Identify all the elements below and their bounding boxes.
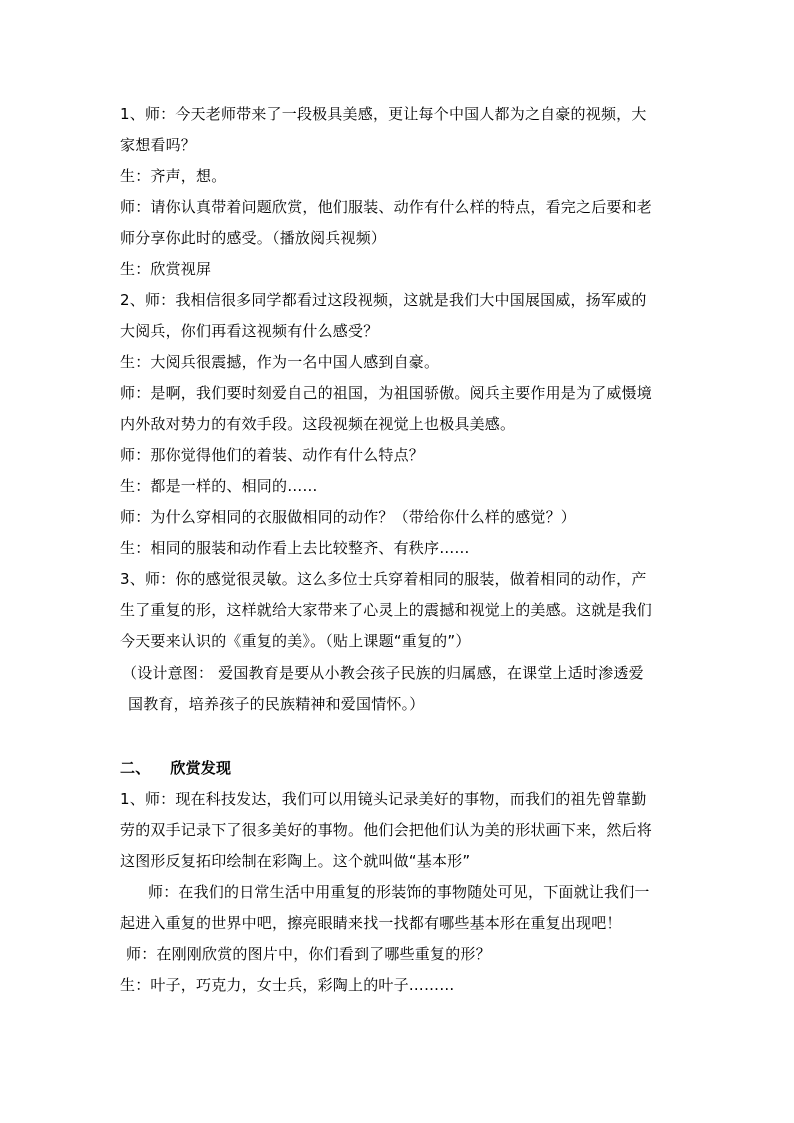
paragraph-line: 1、师：今天老师带来了一段极具美感，更让每个中国人都为之自豪的视频，大	[120, 105, 647, 123]
paragraph-line: 生：叶子，巧克力，女士兵，彩陶上的叶子………	[120, 976, 455, 994]
paragraph-line: 家想看吗？	[120, 136, 197, 154]
paragraph-line: 大阅兵，你们再看这视频有什么感受？	[120, 322, 379, 340]
paragraph-line: 今天要来认识的《重复的美》。（贴上课题“重复的”）	[120, 632, 471, 650]
design-intent-line: 国教育，培养孩子的民族精神和爱国情怀。）	[128, 695, 425, 713]
paragraph-line: 生：都是一样的、相同的……	[120, 477, 318, 495]
paragraph-line: 师：在我们的日常生活中用重复的形装饰的事物随处可见，下面就让我们一	[148, 883, 650, 901]
paragraph-line: 师分享你此时的感受。（播放阅兵视频）	[120, 229, 387, 247]
paragraph-line: 2、师：我相信很多同学都看过这段视频，这就是我们大中国展国威，扬军威的	[120, 291, 647, 309]
paragraph-line: 师：在刚刚欣赏的图片中，你们看到了哪些重复的形？	[126, 945, 491, 963]
paragraph-line: 生了重复的形，这样就给大家带来了心灵上的震撼和视觉上的美感。这就是我们	[120, 601, 653, 619]
paragraph-line: 生：欣赏视屏	[120, 260, 212, 278]
paragraph-line: 劳的双手记录下了很多美好的事物。他们会把他们认为美的形状画下来，然后将	[120, 821, 653, 839]
paragraph-line: 师：那你觉得他们的着装、动作有什么特点？	[120, 446, 425, 464]
paragraph-line: 生：相同的服装和动作看上去比较整齐、有秩序……	[120, 539, 470, 557]
section-heading	[120, 758, 231, 778]
paragraph-line: 内外敌对势力的有效手段。这段视频在视觉上也极具美感。	[120, 415, 516, 433]
paragraph-line: 起进入重复的世界中吧，擦亮眼睛来找一找都有哪些基本形在重复出现吧！	[120, 914, 622, 932]
section-number: 二、	[120, 759, 151, 777]
paragraph-line: 这图形反复拓印绘制在彩陶上。这个就叫做“基本形”	[120, 852, 471, 870]
paragraph-line: 1、师：现在科技发达，我们可以用镜头记录美好的事物，而我们的祖先曾靠勤	[120, 790, 647, 808]
paragraph-line: 生：大阅兵很震撼，作为一名中国人感到自豪。	[120, 353, 440, 371]
paragraph-line: 师：请你认真带着问题欣赏，他们服装、动作有什么样的特点，看完之后要和老	[120, 198, 653, 216]
paragraph-line: 师：为什么穿相同的衣服做相同的动作？（带给你什么样的感觉？）	[120, 508, 577, 526]
paragraph-line: 师：是啊，我们要时刻爱自己的祖国，为祖国骄傲。阅兵主要作用是为了威慑境	[120, 384, 653, 402]
paragraph-line: 3、师：你的感觉很灵敏。这么多位士兵穿着相同的服装，做着相同的动作，产	[120, 570, 647, 588]
paragraph-line: 生：齐声，想。	[120, 167, 227, 185]
design-intent-line: （设计意图： 爱国教育是要从小教会孩子民族的归属感，在课堂上适时渗透爱	[122, 664, 644, 682]
section-title: 欣赏发现	[170, 759, 232, 777]
